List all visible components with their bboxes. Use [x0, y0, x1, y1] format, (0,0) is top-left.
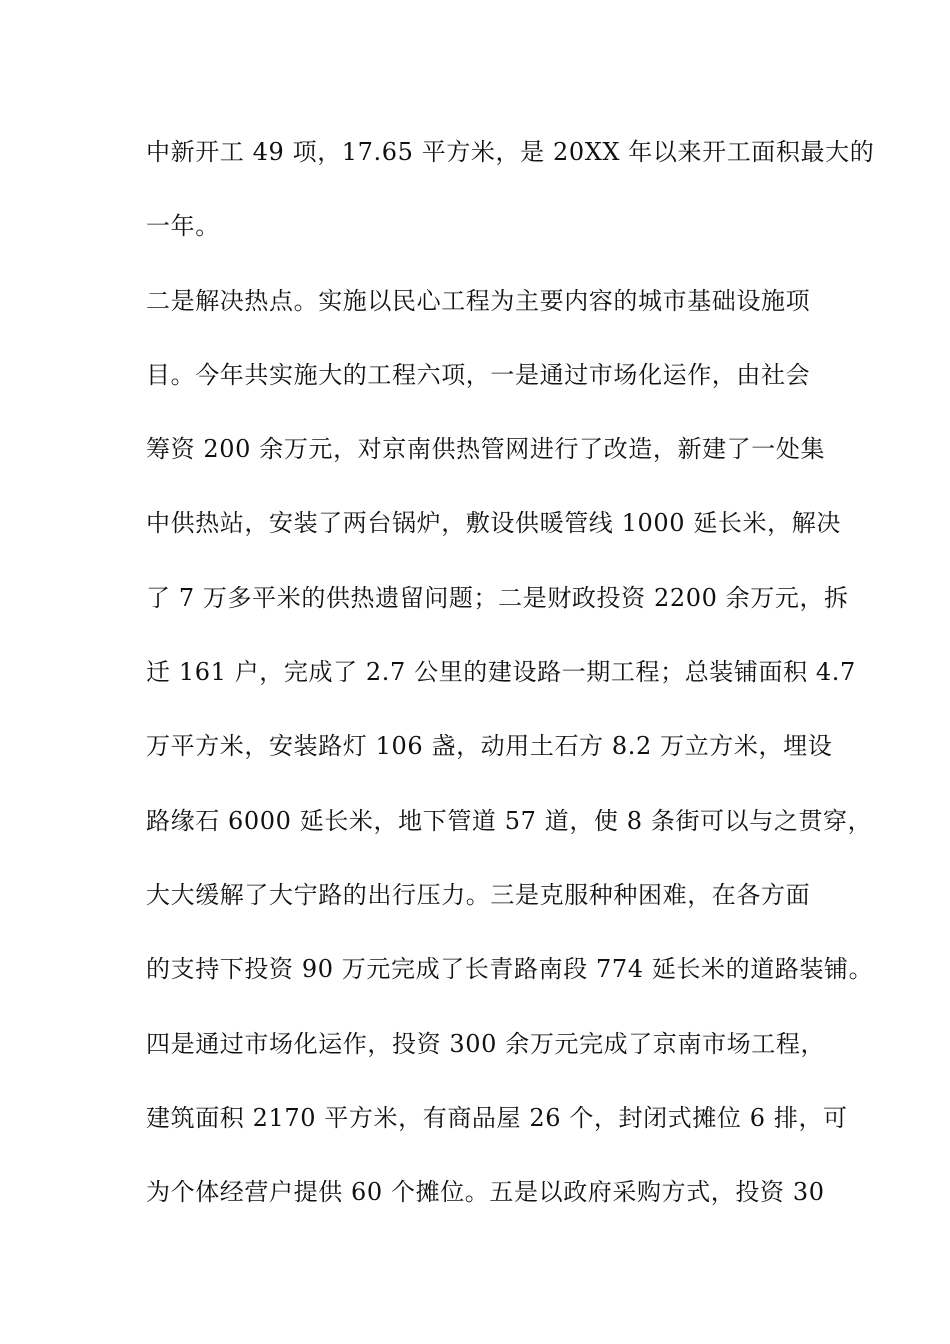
text-line: 中新开工 49 项，17.65 平方米，是 20XX 年以来开工面积最大的: [146, 138, 875, 166]
text-line: 迁 161 户，完成了 2.7 公里的建设路一期工程；总装铺面积 4.7: [146, 658, 856, 687]
text-line: 二是解决热点。实施以民心工程为主要内容的城市基础设施项: [146, 286, 811, 315]
text-line: 的支持下投资 90 万元完成了长青路南段 774 延长米的道路装铺。: [146, 955, 874, 984]
text-line: 路缘石 6000 延长米，地下管道 57 道，使 8 条街可以与之贯穿，: [146, 806, 873, 835]
text-line: 四是通过市场化运作，投资 300 余万元完成了京南市场工程，: [146, 1029, 826, 1058]
text-line: 大大缓解了大宁路的出行压力。三是克服种种困难，在各方面: [146, 880, 811, 909]
text-line: 一年。: [146, 212, 220, 241]
text-line: 目。今年共实施大的工程六项，一是通过市场化运作，由社会: [146, 360, 811, 389]
text-line: 建筑面积 2170 平方米，有商品屋 26 个，封闭式摊位 6 排，可: [146, 1103, 848, 1132]
text-line: 为个体经营户提供 60 个摊位。五是以政府采购方式，投资 30: [146, 1178, 825, 1207]
text-line: 万平方米，安装路灯 106 盏，动用土石方 8.2 万立方米，埋设: [146, 732, 833, 761]
text-line: 了 7 万多平米的供热遗留问题；二是财政投资 2200 余万元，拆: [146, 583, 849, 612]
body-text: [146, 128, 875, 1242]
text-line: 筹资 200 余万元，对京南供热管网进行了改造，新建了一处集: [146, 435, 826, 464]
text-line: 中供热站，安装了两台锅炉，敷设供暖管线 1000 延长米，解决: [146, 509, 841, 538]
